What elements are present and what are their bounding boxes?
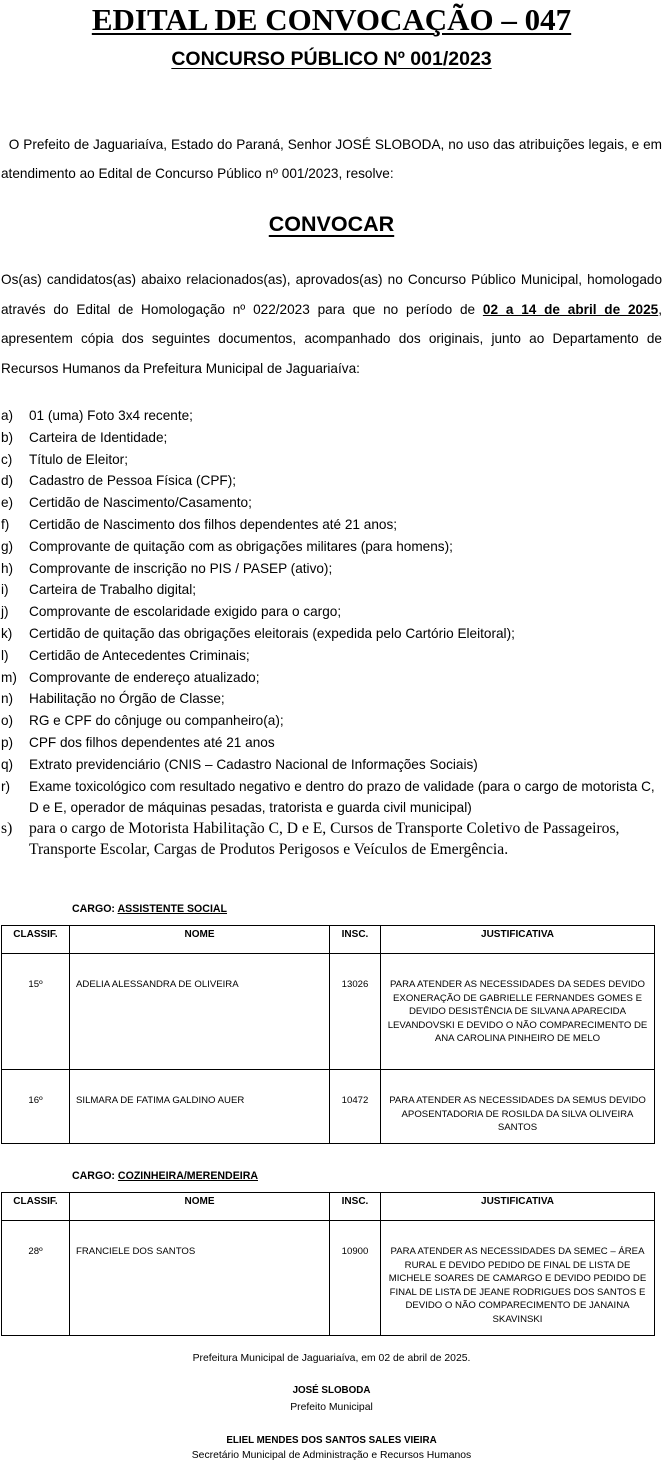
body-text-before: Os(as) candidatos(as) abaixo relacionados(as), aprovados(as) no Concurso Público Municipal, homologado através do Edital de Homologação nº 022/2023 para que no período de [1, 272, 662, 317]
document-item [1, 667, 663, 689]
document-text: Carteira de Trabalho digital; [29, 582, 196, 598]
document-text: Comprovante de escolaridade exigido para o cargo; [29, 604, 342, 620]
document-letter: i) [1, 582, 9, 598]
document-text: Carteira de Identidade; [29, 429, 168, 445]
document-text: CPF dos filhos dependentes até 21 anos [29, 734, 275, 750]
table-header-row [2, 1193, 655, 1221]
cell-justificativa: PARA ATENDER AS NECESSIDADES DA SEDES DEVIDO EXONERAÇÃO DE GABRIELLE FERNANDES GOMES E DEVIDO DESISTÊNCIA DE SILVANA APARECIDA LEVANDOVSKI E DEVIDO O NÃO COMPARECIMENTO DE ANA CAROLINA PINHEIRO DE MELO [381, 954, 655, 1070]
document-text: 01 (uma) Foto 3x4 recente; [29, 408, 193, 423]
document-letter: n) [1, 691, 14, 707]
document-letter: q) [1, 756, 14, 772]
candidates-table [1, 1192, 655, 1336]
document-letter: k) [1, 625, 13, 641]
document-text: Título de Eleitor; [29, 451, 128, 467]
document-letter: b) [1, 429, 14, 445]
cell-classif: 15º [2, 954, 70, 1070]
cargo-label: CARGO: [72, 1170, 115, 1182]
header-insc: INSC. [330, 926, 381, 954]
document-text: Extrato previdenciário (CNIS – Cadastro Nacional de Informações Sociais) [29, 756, 478, 772]
document-text: RG e CPF do cônjuge ou companheiro(a); [29, 713, 284, 729]
cell-nome: FRANCIELE DOS SANTOS [70, 1221, 330, 1336]
document-item [1, 470, 663, 492]
document-text: Comprovante de endereço atualizado; [29, 669, 260, 685]
document-text: Certidão de quitação das obrigações eleitorais (expedida pelo Cartório Eleitoral); [29, 625, 515, 641]
document-letter: f) [1, 516, 10, 532]
document-letter: l) [1, 647, 9, 663]
document-text: Certidão de Nascimento dos filhos dependentes até 21 anos; [29, 516, 398, 532]
header-justificativa: JUSTIFICATIVA [381, 926, 655, 954]
document-item [1, 536, 663, 558]
document-item [1, 645, 663, 667]
header-classif: CLASSIF. [2, 926, 70, 954]
document-item [1, 579, 663, 601]
convocar-heading: CONVOCAR [268, 212, 395, 236]
document-letter: p) [1, 734, 14, 750]
document-item [1, 558, 663, 580]
document-item [1, 819, 663, 860]
signer2-role: Secretário Municipal de Administração e Recursos Humanos [191, 1450, 472, 1461]
header-insc: INSC. [330, 1193, 381, 1221]
document-letter: o) [1, 713, 14, 729]
document-letter: h) [1, 560, 14, 576]
document-item [1, 710, 663, 732]
document-item [1, 688, 663, 710]
document-letter: g) [1, 538, 14, 554]
place-date: Prefeitura Municipal de Jaguariaíva, em 02 de abril de 2025. [192, 1353, 471, 1364]
document-subtitle: CONCURSO PÚBLICO Nº 001/2023 [171, 48, 492, 70]
body-text-after: , apresentem cópia dos seguintes documentos, acompanhado dos originais, junto ao Departamento de Recursos Humanos da Prefeitura Municipal de Jaguariaíva: [1, 301, 663, 376]
document-letter: c) [1, 451, 13, 467]
document-item [1, 732, 663, 754]
table-row [2, 1070, 655, 1144]
document-letter: m) [1, 669, 17, 685]
document-text: Habilitação no Órgão de Classe; [29, 691, 225, 707]
document-letter: d) [1, 473, 14, 489]
cell-nome: SILMARA DE FATIMA GALDINO AUER [70, 1070, 330, 1144]
document-text: para o cargo de Motorista Habilitação C, D e E, Cursos de Transporte Coletivo de Passageiros, Transporte Escolar, Cargas de Produtos Perigosos e Veículos de Emergência. [29, 820, 620, 858]
header-nome: NOME [70, 1193, 330, 1221]
cargo-heading [72, 903, 227, 915]
candidates-table [1, 925, 655, 1144]
cell-justificativa: PARA ATENDER AS NECESSIDADES DA SEMEC – ÁREA RURAL E DEVIDO PEDIDO DE FINAL DE LISTA DE MICHELE SOARES DE CAMARGO E DEVIDO PEDIDO DE FINAL DE LISTA DE JEANE RODRIGUES DOS SANTOS E DEVIDO O NÃO COMPARECIMENTO DE JANAINA SKAVINSKI [381, 1221, 655, 1336]
document-item [1, 427, 663, 449]
header-nome: NOME [70, 926, 330, 954]
intro-text: O Prefeito de Jaguariaíva, Estado do Paraná, Senhor JOSÉ SLOBODA, no uso das atribuições legais, e em atendimento ao Edital de Concurso Público nº 001/2023, resolve: [1, 137, 662, 181]
document-text: Certidão de Antecedentes Criminais; [29, 647, 250, 663]
document-text: Exame toxicológico com resultado negativo e dentro do prazo de validade (para o cargo de motorista C, D e E, operador de máquinas pesadas, tratorista e guarda civil municipal) [29, 778, 655, 816]
table-header-row [2, 926, 655, 954]
cell-classif: 16º [2, 1070, 70, 1144]
documents-list [1, 405, 663, 860]
cell-insc: 10900 [330, 1221, 381, 1336]
document-letter: e) [1, 495, 14, 511]
document-item [1, 405, 663, 427]
document-title: EDITAL DE CONVOCAÇÃO – 047 [91, 2, 572, 37]
document-letter: s) [1, 820, 13, 838]
document-item [1, 492, 663, 514]
table-row [2, 954, 655, 1070]
header-classif: CLASSIF. [2, 1193, 70, 1221]
header-justificativa: JUSTIFICATIVA [381, 1193, 655, 1221]
intro-paragraph [1, 130, 662, 188]
table-row [2, 1221, 655, 1336]
document-text: Cadastro de Pessoa Física (CPF); [29, 473, 236, 489]
document-letter: r) [1, 778, 11, 794]
document-text: Comprovante de quitação com as obrigações militares (para homens); [29, 538, 453, 554]
cell-insc: 10472 [330, 1070, 381, 1144]
document-item [1, 449, 663, 471]
document-letter: j) [1, 604, 9, 620]
signer1-name: JOSÉ SLOBODA [292, 1385, 371, 1396]
document-letter: a) [1, 408, 14, 423]
body-paragraph [1, 265, 662, 383]
signer2-name: ELIEL MENDES DOS SANTOS SALES VIEIRA [226, 1435, 437, 1446]
document-text: Comprovante de inscrição no PIS / PASEP (ativo); [29, 560, 333, 576]
document-item [1, 754, 663, 776]
cell-nome: ADELIA ALESSANDRA DE OLIVEIRA [70, 954, 330, 1070]
cargo-heading [72, 1170, 258, 1182]
cell-classif: 28º [2, 1221, 70, 1336]
document-text: Certidão de Nascimento/Casamento; [29, 495, 252, 511]
signer1-role: Prefeito Municipal [290, 1402, 373, 1413]
document-item [1, 601, 663, 623]
document-item [1, 776, 663, 820]
cell-insc: 13026 [330, 954, 381, 1070]
document-item [1, 514, 663, 536]
cargo-value: ASSISTENTE SOCIAL [117, 903, 228, 915]
cell-justificativa: PARA ATENDER AS NECESSIDADES DA SEMUS DEVIDO APOSENTADORIA DE ROSILDA DA SILVA OLIVEIRA SANTOS [381, 1070, 655, 1144]
cargo-label: CARGO: [72, 903, 115, 915]
document-item [1, 623, 663, 645]
cargo-value: COZINHEIRA/MERENDEIRA [117, 1170, 258, 1182]
period-highlight: 02 a 14 de abril de 2025 [482, 301, 659, 317]
